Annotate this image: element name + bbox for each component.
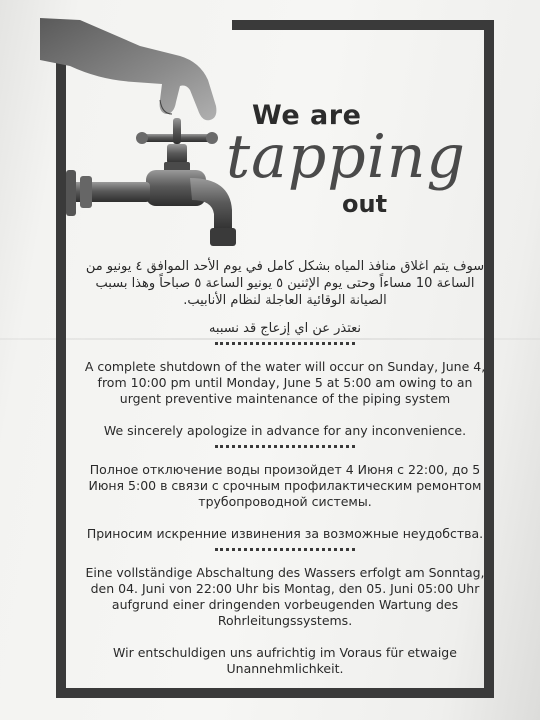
dotted-divider xyxy=(215,342,355,345)
hand-icon xyxy=(40,18,216,120)
headline-we-are: We are xyxy=(252,100,362,131)
german-notice: Eine vollständige Abschaltung des Wassers erfolgt am Sonntag, den 04. Juni von 22:00 Uhr bis Montag, den 05. Juni 05:00 Uhr aufgrund einer dringenden vorbeugenden Wartung des Rohrleitungssystems. xyxy=(85,565,485,628)
notice-content xyxy=(76,258,494,677)
faucet-illustration xyxy=(40,10,250,260)
water-faucet-icon xyxy=(66,118,236,246)
arabic-notice: سوف يتم اغلاق منافذ المياه بشكل كامل في يوم الأحد الموافق ٤ يونيو من الساعة 10 مساءاً وحتى يوم الإثنين ٥ يونيو الساعة ٥ صباحاً وهذا بسبب الصيانة الوقائية العاجلة لنظام الأنابيب. xyxy=(85,259,485,308)
english-notice: A complete shutdown of the water will occur on Sunday, June 4, from 10:00 pm until Monday, June 5 at 5:00 am owing to an urgent preventive maintenance of the piping system xyxy=(84,359,486,406)
dotted-divider xyxy=(215,548,355,551)
german-apology: Wir entschuldigen uns aufrichtig im Voraus für etwaige Unannehmlichkeit. xyxy=(113,645,457,676)
headline-tapping: tapping xyxy=(226,122,466,192)
english-apology: We sincerely apologize in advance for any inconvenience. xyxy=(103,423,467,438)
russian-notice: Полное отключение воды произойдет 4 Июня с 22:00, до 5 Июня 5:00 в связи с срочным профилактическим ремонтом трубопроводной системы. xyxy=(88,462,482,509)
flyer-frame-top xyxy=(232,20,484,30)
arabic-apology: نعتذر عن اي إزعاج قد نسببه xyxy=(208,321,362,336)
headline xyxy=(226,100,484,230)
russian-apology: Приносим искренние извинения за возможные неудобства. xyxy=(86,526,484,541)
headline-out: out xyxy=(342,190,388,218)
dotted-divider xyxy=(215,445,355,448)
